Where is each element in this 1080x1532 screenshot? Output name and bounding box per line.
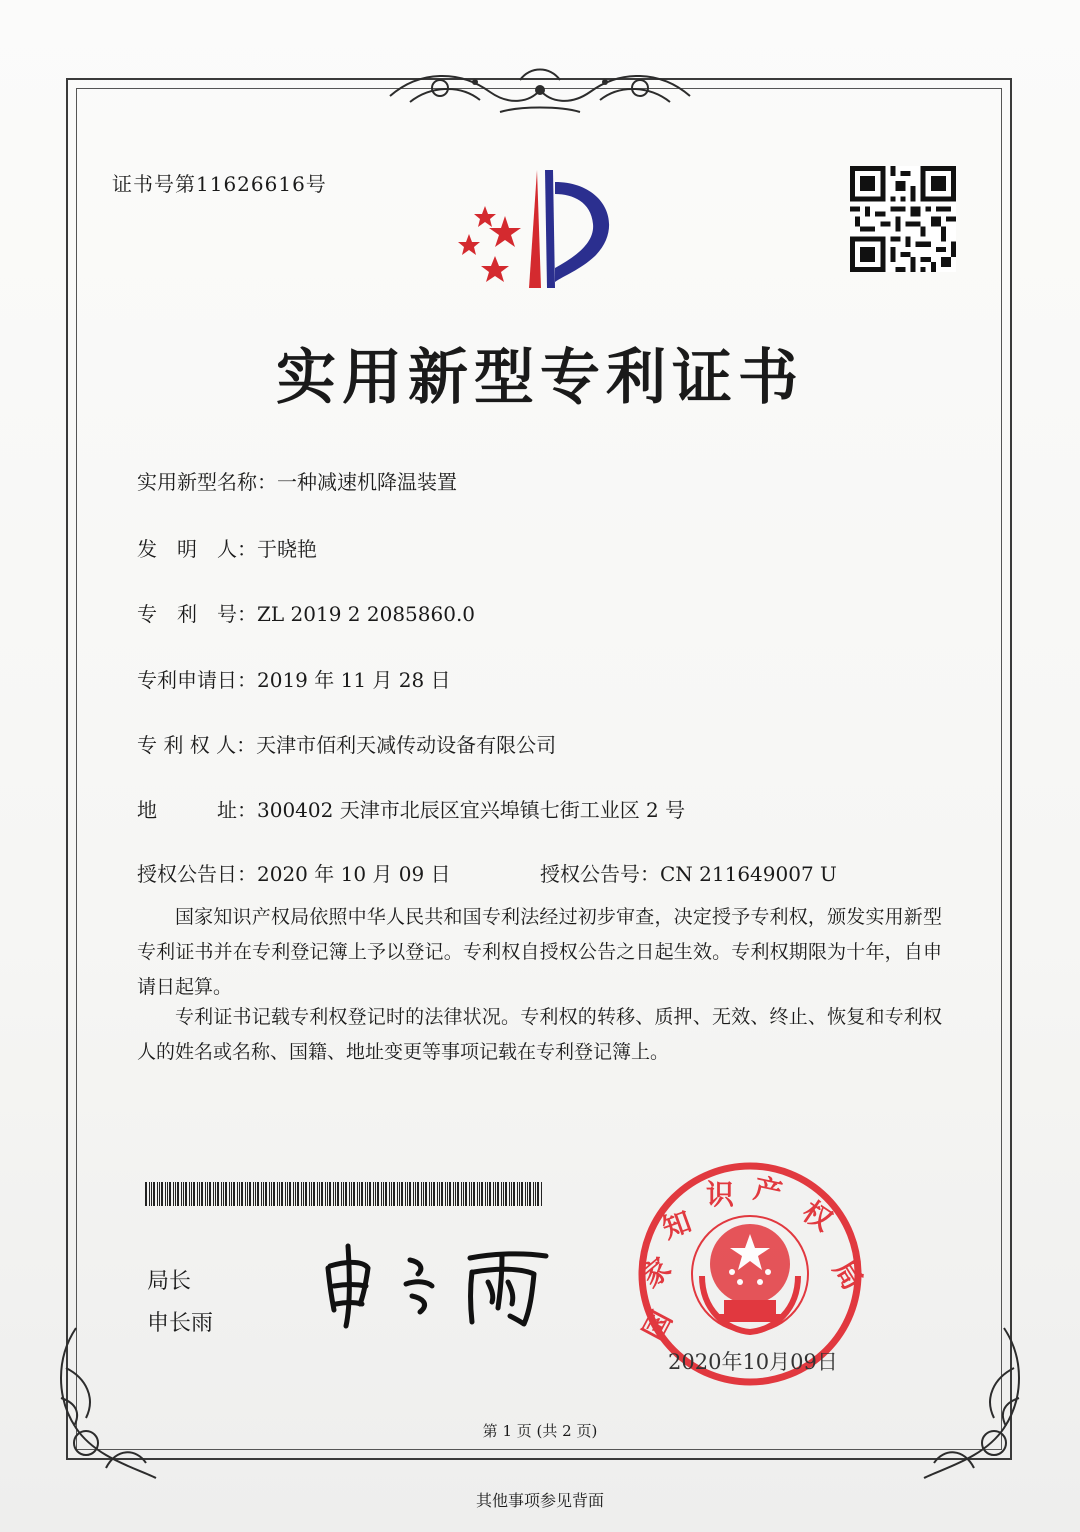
barcode-bar — [481, 1182, 483, 1206]
director-name: 申长雨 — [147, 1311, 214, 1336]
barcode-bar — [173, 1182, 174, 1206]
seal-date: 2020年10月09日 — [668, 1350, 838, 1374]
barcode-bar — [241, 1182, 243, 1206]
barcode-bar — [461, 1182, 462, 1206]
barcode-bar — [303, 1182, 304, 1206]
barcode-bar — [345, 1182, 347, 1206]
barcode-bar — [273, 1182, 275, 1206]
director-signature-icon — [320, 1238, 560, 1328]
footer-note: 其他事项参见背面 — [475, 1491, 604, 1510]
barcode-bar — [185, 1182, 187, 1206]
barcode-bar — [377, 1182, 379, 1206]
barcode-bar — [263, 1182, 264, 1206]
barcode-bar — [519, 1182, 520, 1206]
barcode-bar — [489, 1182, 491, 1206]
field-inventor — [137, 533, 317, 562]
barcode-bar — [327, 1182, 328, 1206]
barcode-bar — [157, 1182, 158, 1206]
certificate-title: 实用新型专利证书 — [276, 343, 804, 413]
barcode-bar — [527, 1182, 528, 1206]
field-patent-number — [137, 598, 475, 627]
barcode-bar — [217, 1182, 219, 1206]
barcode-bar — [425, 1182, 427, 1206]
barcode-bar — [525, 1182, 526, 1206]
svg-text:权: 权 — [796, 1194, 839, 1238]
barcode-bar — [407, 1182, 408, 1206]
barcode-bar — [269, 1182, 270, 1206]
barcode-bar — [297, 1182, 299, 1206]
barcode-bar — [473, 1182, 475, 1206]
barcode-bar — [255, 1182, 256, 1206]
barcode-bar — [281, 1182, 283, 1206]
barcode-bar — [375, 1182, 376, 1206]
barcode-bar — [193, 1182, 195, 1206]
barcode-bar — [399, 1182, 400, 1206]
barcode-bar — [497, 1182, 499, 1206]
field-value: 300402 天津市北辰区宜兴埠镇七街工业区 2 号 — [257, 798, 686, 822]
barcode-bar — [393, 1182, 395, 1206]
barcode-bar — [417, 1182, 419, 1206]
barcode-bar — [213, 1182, 214, 1206]
barcode-bar — [233, 1182, 235, 1206]
barcode-bar — [329, 1182, 331, 1206]
barcode-bar — [535, 1182, 536, 1206]
barcode-bar — [231, 1182, 232, 1206]
barcode-bar — [265, 1182, 267, 1206]
barcode-bar — [277, 1182, 278, 1206]
field-value: 天津市佰利天减传动设备有限公司 — [256, 733, 557, 757]
barcode-bar — [207, 1182, 208, 1206]
barcode-bar — [369, 1182, 371, 1206]
barcode-bar — [151, 1182, 152, 1206]
barcode-bar — [421, 1182, 422, 1206]
field-grant-date — [137, 858, 451, 887]
barcode-bar — [541, 1182, 542, 1206]
barcode-bar — [175, 1182, 176, 1206]
barcode-bar — [191, 1182, 192, 1206]
page-number: 第 1 页 (共 2 页) — [482, 1422, 598, 1440]
barcode-bar — [357, 1182, 358, 1206]
svg-text:识: 识 — [705, 1178, 735, 1211]
barcode-bar — [521, 1182, 523, 1206]
field-address — [137, 794, 685, 823]
barcode-bar — [455, 1182, 456, 1206]
barcode-bar — [169, 1182, 171, 1206]
barcode-bar — [415, 1182, 416, 1206]
barcode-bar — [223, 1182, 224, 1206]
director-title: 局长 — [147, 1269, 192, 1294]
svg-text:家: 家 — [634, 1251, 678, 1295]
barcode-bar — [381, 1182, 382, 1206]
barcode-bar — [289, 1182, 291, 1206]
barcode-bar — [361, 1182, 363, 1206]
barcode-bar — [445, 1182, 446, 1206]
svg-text:产: 产 — [750, 1171, 786, 1210]
svg-text:局: 局 — [826, 1254, 870, 1296]
barcode-bar — [313, 1182, 315, 1206]
paragraph-grant-statement: 国家知识产权局依照中华人民共和国专利法经过初步审查，决定授予专利权，颁发实用新型专利证书并在专利登记簿上予以登记。专利权自授权公告之日起生效。专利权期限为十年，自申请日起算。 — [137, 906, 942, 998]
barcode-bar — [433, 1182, 435, 1206]
barcode-bar — [221, 1182, 222, 1206]
barcode-bar — [293, 1182, 294, 1206]
barcode-bar — [209, 1182, 211, 1206]
barcode-bar — [487, 1182, 488, 1206]
field-grant-number — [540, 858, 837, 887]
barcode-bar — [439, 1182, 440, 1206]
barcode-bar — [189, 1182, 190, 1206]
barcode-bar — [335, 1182, 336, 1206]
barcode-bar — [295, 1182, 296, 1206]
barcode-bar — [261, 1182, 262, 1206]
barcode-bar — [437, 1182, 438, 1206]
barcode-bar — [441, 1182, 443, 1206]
field-label: 专 利 号： — [137, 602, 257, 626]
barcode-bar — [153, 1182, 155, 1206]
barcode-bar — [389, 1182, 390, 1206]
barcode-bar — [359, 1182, 360, 1206]
barcode-bar — [159, 1182, 160, 1206]
barcode-bar — [239, 1182, 240, 1206]
field-value: ZL 2019 2 2085860.0 — [257, 602, 476, 626]
barcode-bar — [447, 1182, 448, 1206]
qr-code-icon — [850, 166, 956, 272]
barcode-bar — [167, 1182, 168, 1206]
svg-text:国: 国 — [636, 1305, 679, 1346]
barcode-bar — [397, 1182, 398, 1206]
barcode-bar — [511, 1182, 512, 1206]
field-value: 2019 年 11 月 28 日 — [257, 668, 451, 692]
barcode-bar — [493, 1182, 494, 1206]
barcode-bar — [225, 1182, 227, 1206]
barcode-bar — [245, 1182, 246, 1206]
certificate-number: 证书号第11626616号 — [112, 172, 327, 196]
barcode-bar — [405, 1182, 406, 1206]
barcode-bar — [529, 1182, 531, 1206]
barcode-bar — [365, 1182, 366, 1206]
barcode-bar — [457, 1182, 459, 1206]
barcode-bar — [215, 1182, 216, 1206]
barcode-bar — [423, 1182, 424, 1206]
field-value: 一种减速机降温装置 — [277, 470, 457, 494]
barcode-bar — [343, 1182, 344, 1206]
barcode-bar — [199, 1182, 200, 1206]
barcode-bar — [413, 1182, 414, 1206]
barcode-bar — [183, 1182, 184, 1206]
field-label: 授权公告号： — [540, 862, 660, 886]
field-utility-model-name — [137, 466, 457, 495]
svg-text:知: 知 — [657, 1204, 696, 1246]
barcode-bar — [373, 1182, 374, 1206]
barcode-bar — [197, 1182, 198, 1206]
barcode-bar — [253, 1182, 254, 1206]
bottom-left-ornament-icon — [46, 1318, 166, 1488]
field-value: 于晓艳 — [257, 537, 317, 561]
barcode-bar — [351, 1182, 352, 1206]
barcode-bar — [287, 1182, 288, 1206]
field-label: 专利申请日： — [137, 668, 257, 692]
barcode-bar — [205, 1182, 206, 1206]
field-value: 2020 年 10 月 09 日 — [257, 862, 451, 886]
field-label: 实用新型名称： — [137, 470, 277, 494]
barcode-bar — [249, 1182, 251, 1206]
field-application-date — [137, 664, 451, 693]
barcode-bar — [145, 1182, 147, 1206]
field-value: CN 211649007 U — [660, 862, 837, 886]
barcode-bar — [477, 1182, 478, 1206]
barcode-bar — [485, 1182, 486, 1206]
barcode-bar — [333, 1182, 334, 1206]
barcode-bar — [505, 1182, 507, 1206]
barcode-bar — [247, 1182, 248, 1206]
barcode-bar — [517, 1182, 518, 1206]
barcode-bar — [409, 1182, 411, 1206]
barcode-bar — [311, 1182, 312, 1206]
barcode-bar — [337, 1182, 339, 1206]
barcode-bar — [325, 1182, 326, 1206]
barcode-bar — [321, 1182, 323, 1206]
barcode-bar — [385, 1182, 387, 1206]
barcode-bar — [429, 1182, 430, 1206]
barcode-bar — [431, 1182, 432, 1206]
barcode-bar — [469, 1182, 470, 1206]
barcode-bar — [317, 1182, 318, 1206]
barcode-bar — [471, 1182, 472, 1206]
barcode-bar — [305, 1182, 307, 1206]
barcode-bar — [309, 1182, 310, 1206]
field-patentee — [137, 729, 556, 758]
barcode-bar — [161, 1182, 163, 1206]
barcode-bar — [319, 1182, 320, 1206]
barcode-bar — [341, 1182, 342, 1206]
top-ornament-icon — [380, 62, 700, 120]
barcode-bar — [279, 1182, 280, 1206]
field-label: 地 址： — [137, 798, 257, 822]
barcode-bar — [391, 1182, 392, 1206]
field-label: 授权公告日： — [137, 862, 257, 886]
barcode-bar — [201, 1182, 203, 1206]
barcode-bar — [367, 1182, 368, 1206]
barcode-bar — [165, 1182, 166, 1206]
barcode-bar — [401, 1182, 403, 1206]
barcode-bar — [285, 1182, 286, 1206]
cnipa-logo-icon — [455, 166, 625, 291]
barcode-bar — [349, 1182, 350, 1206]
bottom-right-ornament-icon — [914, 1318, 1034, 1488]
barcode-bar — [237, 1182, 238, 1206]
barcode-bar — [449, 1182, 451, 1206]
barcode-bar — [177, 1182, 179, 1206]
barcode-bar — [149, 1182, 150, 1206]
barcode-bar — [509, 1182, 510, 1206]
barcode-bar — [537, 1182, 539, 1206]
barcode-bar — [229, 1182, 230, 1206]
barcode-bar — [533, 1182, 534, 1206]
barcode-bar — [353, 1182, 355, 1206]
field-label: 发 明 人： — [137, 537, 257, 561]
barcode-bar — [479, 1182, 480, 1206]
barcode-bar — [503, 1182, 504, 1206]
barcode-icon — [145, 1182, 545, 1206]
barcode-bar — [463, 1182, 464, 1206]
barcode-bar — [271, 1182, 272, 1206]
field-label: 专 利 权 人： — [137, 733, 257, 757]
barcode-bar — [495, 1182, 496, 1206]
barcode-bar — [181, 1182, 182, 1206]
barcode-bar — [383, 1182, 384, 1206]
barcode-bar — [453, 1182, 454, 1206]
paragraph-legal-status: 专利证书记载专利权登记时的法律状况。专利权的转移、质押、无效、终止、恢复和专利权人的姓名或名称、国籍、地址变更等事项记载在专利登记簿上。 — [137, 1006, 942, 1063]
barcode-bar — [501, 1182, 502, 1206]
barcode-bar — [465, 1182, 467, 1206]
barcode-bar — [301, 1182, 302, 1206]
barcode-bar — [257, 1182, 259, 1206]
barcode-bar — [513, 1182, 515, 1206]
